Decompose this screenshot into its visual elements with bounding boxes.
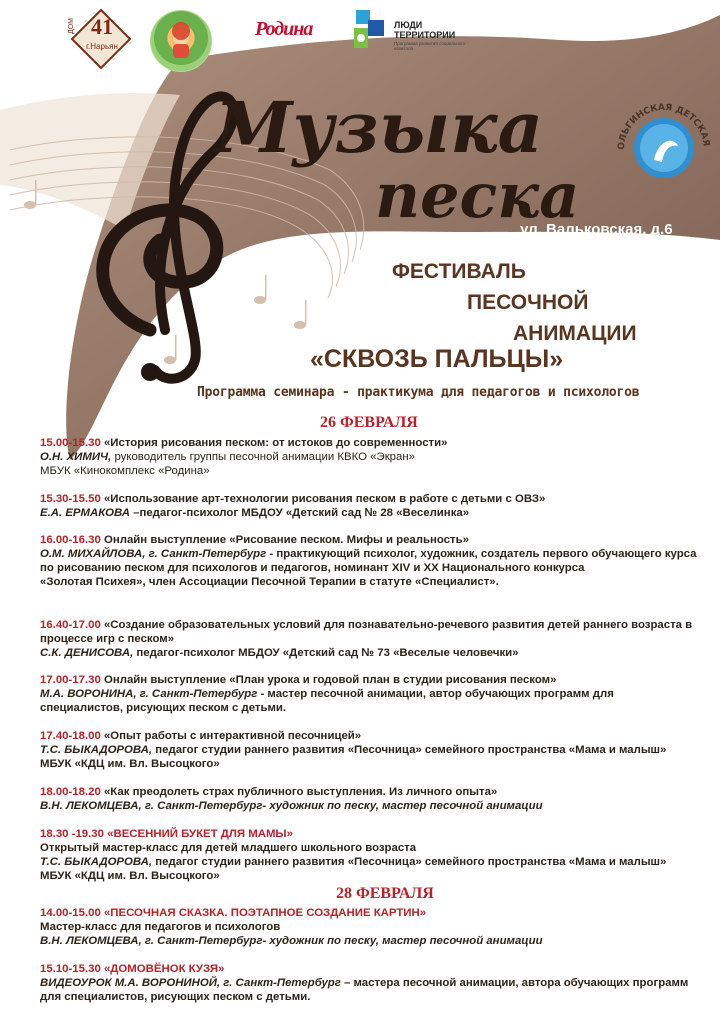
rodina-logo (255, 16, 335, 40)
event-extra: МБУК «Кинокомплекс «Родина» (40, 465, 210, 478)
event-time: 18.30 -19.30 (40, 828, 104, 840)
event-extra: «Золотая Психея», член Ассоциации Песочной Терапии в статуте «Специалист». (40, 576, 499, 589)
event-details: руководитель группы песочной анимации КВКО «Экран» (111, 451, 415, 464)
dom-41-logo (70, 8, 132, 70)
event-title: «Как преодолеть страх публичного выступления. Из личного опыта» (100, 786, 498, 798)
event-title: Онлайн выступление «План урока и годовой план в студии рисования песком» (100, 674, 557, 686)
event-time: 17.00-17.30 (40, 674, 101, 686)
title-art (205, 82, 605, 232)
event-time: 15.30-15.50 (40, 493, 101, 505)
event-time: 14.00-15.00 (40, 907, 101, 919)
program-item (40, 729, 700, 771)
school-name-arc: ОЛЬГИНСКАЯ ДЕТСКАЯ (616, 102, 711, 151)
girl-mascot-icon (151, 11, 211, 71)
event-speaker: В.Н. ЛЕКОМЦЕВА, г. Санкт-Петербург- художник по песку, мастер песочной анимации (40, 800, 543, 813)
event-time: 15.10-15.30 (40, 963, 101, 975)
event-subline: Мастер-класс для педагогов и психологов (40, 921, 281, 934)
event-details: практикующий психолог, художник, создатель первого обучающего курса по рисованию песком для психологов и педагогов, номинант XIV и XX Национального конкурса (40, 548, 697, 575)
motto: «СКВОЗЬ ПАЛЬЦЫ» (310, 345, 564, 373)
event-speaker: ВИДЕОУРОК М.А. ВОРОНИНОЙ, г. Санкт-Петербург – (40, 977, 351, 990)
event-speaker: Т.С. БЫКАДОРОВА, (40, 856, 153, 869)
event-time: 15.00-15.30 (40, 437, 101, 449)
dom-side-label: ДОМ (68, 18, 75, 35)
event-title: Онлайн выступление «Рисование песком. Мифы и реальность» (100, 534, 469, 546)
people-territory-logo (352, 8, 482, 58)
festival-line1: ФЕСТИВАЛЬ (392, 260, 526, 283)
rodina-logo-text: Родина (255, 18, 313, 40)
event-speaker: Т.С. БЫКАДОРОВА, (40, 744, 153, 757)
day-heading-1: 26 ФЕВРАЛЯ (320, 414, 418, 431)
event-title: «ПЕСОЧНАЯ СКАЗКА. ПОЭТАПНОЕ СОЗДАНИЕ КАРТИН» (100, 907, 427, 919)
event-title: «ВЕСЕННИЙ БУКЕТ ДЛЯ МАМЫ» (103, 828, 293, 840)
event-speaker: О.М. МИХАЙЛОВА, г. Санкт-Петербург - (40, 548, 274, 561)
event-speaker: О.Н. ХИМИЧ, (40, 451, 112, 464)
day-heading-2: 28 ФЕВРАЛЯ (336, 885, 434, 902)
event-title: «ДОМОВЁНОК КУЗЯ» (100, 963, 225, 975)
program-item (40, 436, 700, 478)
dom-number: 41 (91, 14, 113, 39)
event-details: мастера песочной анимации, автора обучающих программ для специалистов, рисующих песком с детьми. (40, 977, 689, 1004)
festival-heading (380, 256, 680, 349)
event-time: 16.40-17.00 (40, 619, 101, 631)
program-item (40, 533, 700, 589)
festival-line3: АНИМАЦИИ (513, 322, 637, 345)
event-title: «Создание образовательных условий для познавательно-речевого развития детей раннего возраста в процессе игр с песком» (40, 619, 693, 646)
festival-line2: ПЕСОЧНОЙ (467, 291, 589, 314)
dom-city: г.Нарьян (86, 42, 118, 51)
people-territory-title (394, 20, 455, 40)
event-subline: Открытый мастер-класс для детей младшего школьного возраста (40, 842, 417, 855)
event-details: –педагог-психолог МБДОУ «Детский сад № 28 «Веселинка» (129, 507, 470, 520)
program-subtitle: Программа семинара - практикума для педагогов и психологов (197, 385, 640, 400)
program-item (40, 827, 700, 883)
people-title-line2: ТЕРРИТОРИИ (394, 30, 456, 40)
title-line1: Музыка (215, 86, 543, 169)
event-title: «Использование арт-технологии рисования песком в работе с детьми с ОВЗ» (100, 493, 546, 505)
kindergarten-logo (150, 10, 212, 72)
program-item (40, 492, 700, 520)
program-item (40, 785, 700, 813)
event-title: «Опыт работы с интерактивной песочницей» (100, 730, 362, 742)
address: ул. Вальковская, д.6 (520, 221, 673, 238)
event-time: 16.00-16.30 (40, 534, 101, 546)
program-item (40, 618, 700, 660)
event-details: мастер песочной анимации, автор обучающих программ для специалистов, рисующих песком с детьми. (40, 688, 614, 715)
event-title: «История рисования песком: от истоков до современности» (100, 437, 448, 449)
event-speaker: Е.А. ЕРМАКОВА (40, 507, 130, 520)
program-item (40, 906, 700, 948)
event-details: педагог-психолог МБДОУ «Детский сад № 73 «Веселые человечки» (133, 647, 519, 660)
people-title-line1: ЛЮДИ (394, 20, 423, 30)
partner-logos (70, 8, 490, 78)
program-item (40, 673, 700, 715)
event-speaker: М.А. ВОРОНИНА, г. Санкт-Петербург - (40, 688, 265, 701)
people-territory-mark-icon (352, 8, 388, 52)
event-time: 17.40-18.00 (40, 730, 101, 742)
school-emblem-icon (608, 90, 720, 202)
event-time: 18.00-18.20 (40, 786, 101, 798)
title-line2: песка (375, 159, 580, 232)
school-logo (608, 90, 720, 202)
event-speaker: С.К. ДЕНИСОВА, (40, 647, 134, 660)
program-item (40, 962, 700, 1004)
event-details: педагог студии раннего развития «Песочница» семейного пространства «Мама и малыш» МБУК «КДЦ им. Вл. Высоцкого» (40, 856, 667, 883)
event-speaker: В.Н. ЛЕКОМЦЕВА, г. Санкт-Петербург- художник по песку, мастер песочной анимации (40, 935, 543, 948)
event-details: педагог студии раннего развития «Песочница» семейного пространства «Мама и малыш» МБУК «КДЦ им. Вл. Высоцкого» (40, 744, 667, 771)
people-territory-subtitle: Программа развития социального капитала (394, 41, 466, 51)
